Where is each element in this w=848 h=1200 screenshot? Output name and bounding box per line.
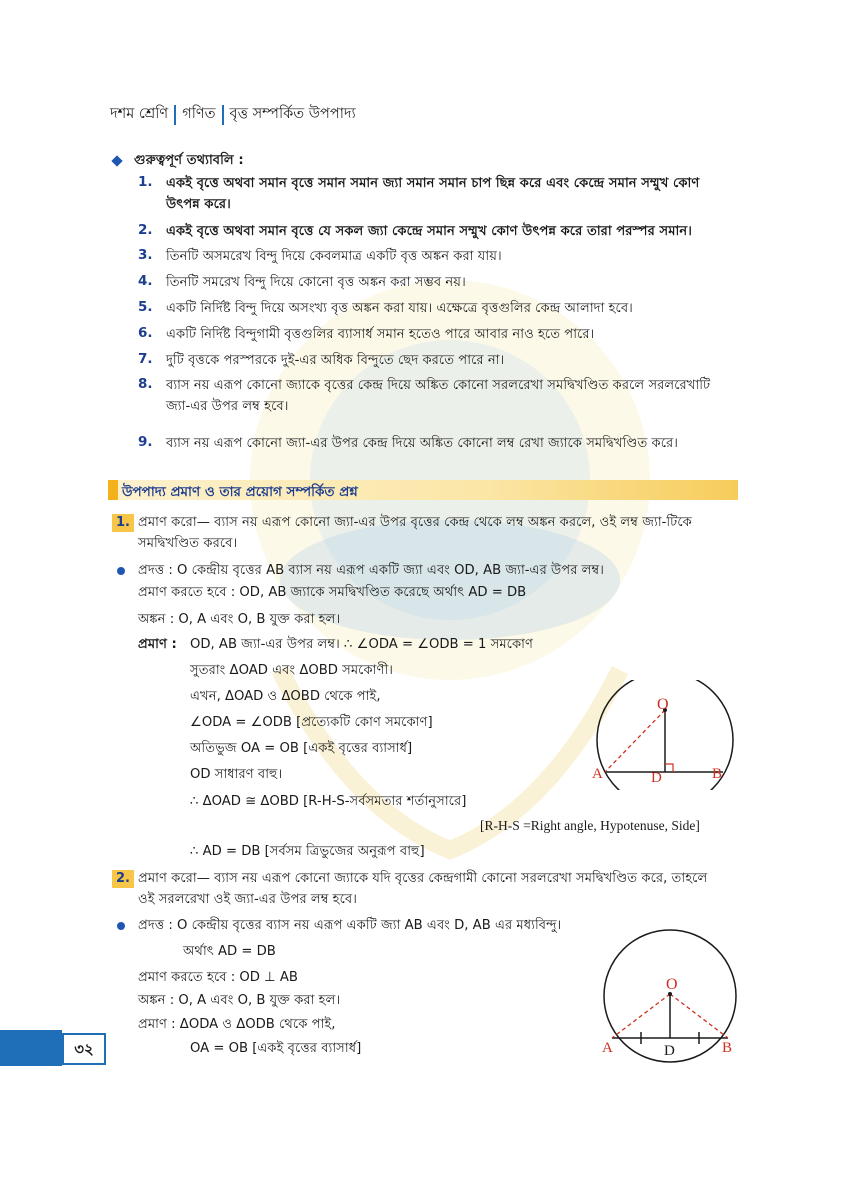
to-prove-text: প্রমাণ করতে হবে : OD ⊥ AB — [138, 970, 298, 985]
proof-label: প্রমাণ : — [138, 637, 177, 652]
item-number: 9. — [138, 434, 153, 450]
label-b: B — [722, 1040, 733, 1056]
proof-line: প্রমাণ : ΔODA ও ΔODB থেকে পাই, — [138, 1017, 336, 1032]
item-text: ব্যাস নয় এরূপ কোনো জ্যাকে বৃত্তের কেন্দ্র দিয়ে অঙ্কিত কোনো সরলরেখা সমদ্বিখণ্ডিত করলে সরলরেখাটি — [166, 378, 711, 393]
label-b: B — [712, 766, 723, 782]
proof-line: ∠ODA = ∠ODB [প্রত্যেকটি কোণ সমকোণ] — [190, 715, 433, 730]
proof-line: ∴ ΔOAD ≅ ΔOBD [R-H-S-সর্বসমতার শর্তানুসারে] — [190, 794, 467, 809]
facts-title: গুরুত্বপূর্ণ তথ্যাবলি : — [134, 153, 244, 168]
to-prove-text: প্রমাণ করতে হবে : OD, AB জ্যাকে সমদ্বিখণ্ডিত করেছে অর্থাৎ AD = DB — [138, 585, 527, 600]
item-number: 7. — [138, 351, 153, 367]
item-number: 2. — [138, 222, 153, 238]
proof-line: সুতরাং ΔOAD এবং ΔOBD সমকোণী। — [190, 663, 393, 678]
given-text-cont: অর্থাৎ AD = DB — [183, 944, 276, 959]
given-text: প্রদত্ত : O কেন্দ্রীয় বৃত্তের ব্যাস নয় এরূপ একটি জ্যা AB এবং D, AB এর মধ্যবিন্দু। — [138, 918, 562, 933]
proof-line: OD, AB জ্যা-এর উপর লম্ব। ∴ ∠ODA = ∠ODB = 1 সমকোণ — [190, 637, 533, 652]
subject-label: গণিত — [182, 106, 216, 122]
item-text: ব্যাস নয় এরূপ কোনো জ্যা-এর উপর কেন্দ্র দিয়ে অঙ্কিত কোনো লম্ব রেখা জ্যাকে সমদ্বিখণ্ডিত করে। — [166, 436, 679, 451]
question-number: 2. — [112, 870, 134, 888]
radius-ob — [670, 994, 728, 1038]
label-d: D — [664, 1043, 675, 1059]
page-number: ৩২ — [62, 1033, 106, 1065]
item-text: তিনটি অসমরেখ বিন্দু দিয়ে কেবলমাত্র একটি বৃত্ত অঙ্কন করা যায়। — [166, 249, 502, 264]
item-number: 8. — [138, 376, 153, 392]
rhs-note: [R-H-S =Right angle, Hypotenuse, Side] — [480, 818, 700, 833]
item-number: 6. — [138, 325, 153, 341]
conclusion-text: ∴ AD = DB [সর্বসম ত্রিভুজের অনুরূপ বাহু] — [190, 844, 425, 859]
item-text-cont: উৎপন্ন করে। — [166, 197, 231, 212]
chapter-label: বৃত্ত সম্পর্কিত উপপাদ্য — [229, 106, 356, 122]
item-number: 5. — [138, 299, 153, 315]
label-o: O — [666, 976, 678, 993]
bullet-icon — [117, 567, 125, 575]
class-label: দশম শ্রেণি — [110, 106, 169, 122]
proof-line: OA = OB [একই বৃত্তের ব্যাসার্ধ] — [190, 1041, 362, 1056]
question-text-cont: সমদ্বিখণ্ডিত করবে। — [138, 536, 238, 551]
proof-line: অতিভুজ OA = OB [একই বৃত্তের ব্যাসার্ধ] — [190, 741, 413, 756]
section-title: উপপাদ্য প্রমাণ ও তার প্রয়োগ সম্পর্কিত প্রশ্ন — [122, 484, 358, 500]
construction-text: অঙ্কন : O, A এবং O, B যুক্ত করা হল। — [138, 612, 341, 627]
item-text: একই বৃত্তে অথবা সমান বৃত্তে সমান সমান জ্যা সমান সমান চাপ ছিন্ন করে এবং কেন্দ্রে সমান সম্মুখ কোণ — [166, 176, 700, 191]
construction-text: অঙ্কন : O, A এবং O, B যুক্ত করা হল। — [138, 993, 341, 1008]
proof-line: এখন, ΔOAD ও ΔOBD থেকে পাই, — [190, 689, 381, 704]
item-number: 3. — [138, 247, 153, 263]
item-text: দুটি বৃত্তকে পরস্পরকে দুই-এর অধিক বিন্দুতে ছেদ করতে পারে না। — [166, 353, 505, 368]
page-header — [110, 103, 356, 127]
diamond-bullet-icon — [111, 155, 122, 166]
question-text: প্রমাণ করো— ব্যাস নয় এরূপ কোনো জ্যা-এর উপর বৃত্তের কেন্দ্র থেকে লম্ব অঙ্কন করলে, ওই লম্ব জ্যা-টিকে — [138, 515, 692, 530]
question-number: 1. — [112, 514, 134, 532]
header-separator — [222, 105, 224, 125]
question-text-cont: ওই সরলরেখা ওই জ্যা-এর উপর লম্ব হবে। — [138, 892, 357, 907]
item-number: 1. — [138, 174, 153, 190]
radius-oa — [605, 710, 665, 772]
proof-line: OD সাধারণ বাহু। — [190, 767, 283, 782]
question-text: প্রমাণ করো— ব্যাস নয় এরূপ কোনো জ্যাকে যদি বৃত্তের কেন্দ্রগামী কোনো সরলরেখা সমদ্বিখণ্ডিত করে, তাহলে — [138, 871, 708, 886]
item-text: একটি নির্দিষ্ট বিন্দু দিয়ে অসংখ্য বৃত্ত অঙ্কন করা যায়। এক্ষেত্রে বৃত্তগুলির কেন্দ্র আলাদা হবে। — [166, 301, 633, 316]
right-angle-mark — [665, 764, 673, 772]
item-text-cont: জ্যা-এর উপর লম্ব হবে। — [166, 399, 289, 414]
header-separator — [174, 105, 176, 125]
bullet-icon — [117, 922, 125, 930]
item-text: একটি নির্দিষ্ট বিন্দুগামী বৃত্তগুলির ব্যাসার্ধ সমান হতেও পারে আবার নাও হতে পারে। — [166, 327, 595, 342]
item-text: তিনটি সমরেখ বিন্দু দিয়ে কোনো বৃত্ত অঙ্কন করা সম্ভব নয়। — [166, 275, 466, 290]
given-text: প্রদত্ত : O কেন্দ্রীয় বৃত্তের AB ব্যাস নয় এরূপ একটি জ্যা এবং OD, AB জ্যা-এর উপর লম্ব। — [138, 563, 604, 578]
label-a: A — [592, 766, 603, 782]
label-o: O — [657, 696, 669, 713]
label-a: A — [602, 1040, 613, 1056]
item-text: একই বৃত্তে অথবা সমান বৃত্তে যে সকল জ্যা কেন্দ্রে সমান সম্মুখ কোণ উৎপন্ন করে তারা পরস্পর সমান। — [166, 224, 692, 239]
page-tab — [0, 1030, 62, 1066]
item-number: 4. — [138, 273, 153, 289]
radius-oa — [612, 994, 670, 1038]
label-d: D — [651, 770, 662, 786]
